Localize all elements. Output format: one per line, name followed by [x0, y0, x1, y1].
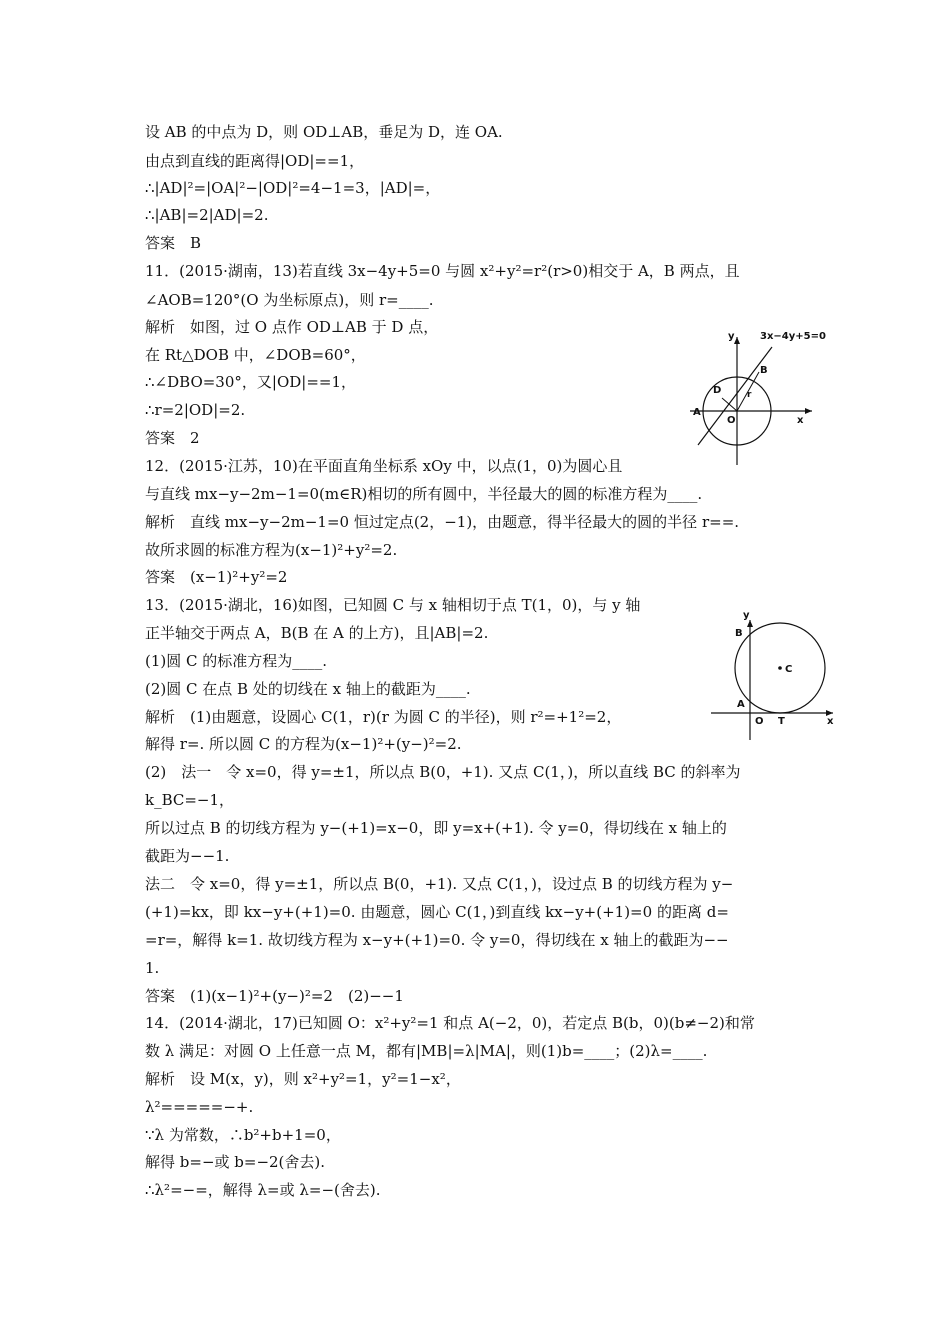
question-12: 12．(2015·江苏，10)在平面直角坐标系 xOy 中，以点(1，0)为圆心且 [145, 457, 623, 475]
text-line: 法二 令 x=0，得 y=±1，所以点 B(0，+1). 又点 C(1，)，设过点 B 的切线方程为 y− [145, 875, 734, 893]
text-line: (2)圆 C 在点 B 处的切线在 x 轴上的截距为____. [145, 680, 471, 698]
text-line: ∴λ²=−=，解得 λ=或 λ=−(舍去). [145, 1181, 381, 1199]
y-label: y [743, 610, 750, 621]
figure-circle-line-11 [680, 325, 840, 470]
question-13: 13．(2015·湖北，16)如图，已知圆 C 与 x 轴相切于点 T(1，0)，与 y 轴 [145, 596, 641, 614]
point-o-label: O [755, 716, 764, 727]
text-line: 故所求圆的标准方程为(x−1)²+y²=2. [145, 541, 398, 559]
point-a-label: A [693, 407, 701, 418]
point-b-label: B [760, 365, 768, 376]
y-label: y [728, 331, 735, 342]
text-line: 解析 如图，过 O 点作 OD⊥AB 于 D 点， [145, 318, 439, 336]
y-axis-arrow [747, 620, 753, 627]
x-label: x [827, 716, 834, 727]
text-line: 正半轴交于两点 A，B(B 在 A 的上方)，且|AB|=2. [145, 624, 489, 642]
text-line: 与直线 mx−y−2m−1=0(m∈R)相切的所有圆中，半径最大的圆的标准方程为____. [145, 485, 703, 503]
text-line: (1)圆 C 的标准方程为____. [145, 652, 328, 670]
text-line: k_BC=−1， [145, 791, 235, 809]
text-line: ∠AOB=120°(O 为坐标原点)，则 r=____. [145, 291, 434, 309]
text-line: 解得 r=. 所以圆 C 的方程为(x−1)²+(y−)²=2. [145, 735, 462, 753]
segment-od [722, 398, 737, 411]
text-line: ∴∠DBO=30°，又|OD|==1， [145, 373, 357, 391]
text-line: =r=，解得 k=1. 故切线方程为 x−y+(+1)=0. 令 y=0，得切线在 x 轴上的截距为−− [145, 931, 729, 949]
text-line: 由点到直线的距离得|OD|==1， [145, 152, 365, 170]
y-axis-arrow [734, 337, 740, 344]
text-line: 在 Rt△DOB 中，∠DOB=60°， [145, 346, 366, 364]
text-line: (+1)=kx，即 kx−y+(+1)=0. 由题意，圆心 C(1，)到直线 kx−y+(+1)=0 的距离 d= [145, 903, 729, 921]
text-line: 解析 设 M(x，y)，则 x²+y²=1，y²=1−x²， [145, 1070, 461, 1088]
question-14: 14．(2014·湖北，17)已知圆 O：x²+y²=1 和点 A(−2，0)，若定点 B(b，0)(b≠−2)和常 [145, 1014, 755, 1032]
point-b-label: B [735, 628, 743, 639]
text-line: 解析 (1)由题意，设圆心 C(1，r)(r 为圆 C 的半径)，则 r²=+1²=2， [145, 708, 622, 726]
point-o-label: O [727, 415, 736, 426]
text-line: 1. [145, 959, 160, 977]
text-line: ∴|AD|²=|OA|²−|OD|²=4−1=3，|AD|=， [145, 179, 441, 197]
question-11: 11．(2015·湖南，13)若直线 3x−4y+5=0 与圆 x²+y²=r²(r>0)相交于 A，B 两点，且 [145, 262, 740, 280]
text-line: 截距为−−1. [145, 847, 230, 865]
radius-label: r [747, 390, 752, 400]
point-t-label: T [778, 716, 785, 727]
point-c-label: C [785, 664, 793, 675]
answer-line: 答案 B [145, 234, 202, 252]
text-line: ∴|AB|=2|AD|=2. [145, 206, 269, 224]
text-line: 所以过点 B 的切线方程为 y−(+1)=x−0，即 y=x+(+1). 令 y=0，得切线在 x 轴上的 [145, 819, 727, 837]
text-line: ∴r=2|OD|=2. [145, 401, 246, 419]
x-axis-arrow [805, 408, 812, 414]
line-3x-4y+5 [698, 347, 772, 445]
center-c-dot [778, 666, 782, 670]
text-line: ∵λ 为常数，∴b²+b+1=0， [145, 1126, 341, 1144]
text-line: 解得 b=−或 b=−2(舍去). [145, 1153, 326, 1171]
text-line: 解析 直线 mx−y−2m−1=0 恒过定点(2，−1)，由题意，得半径最大的圆的半径 r==. [145, 513, 740, 531]
answer-line: 答案 (x−1)²+y²=2 [145, 568, 288, 586]
text-line: 数 λ 满足：对圆 O 上任意一点 M，都有|MB|=λ|MA|，则(1)b=____；(2)λ=____. [145, 1042, 708, 1060]
point-d-label: D [713, 385, 722, 396]
text-line: (2) 法一 令 x=0，得 y=±1，所以点 B(0，+1). 又点 C(1，)，所以直线 BC 的斜率为 [145, 763, 741, 781]
text-line: λ²=====−+. [145, 1098, 254, 1116]
answer-line: 答案 (1)(x−1)²+(y−)²=2 (2)−−1 [145, 987, 404, 1005]
point-a-label: A [737, 699, 745, 710]
figure-circle-tangent-13 [705, 608, 845, 743]
answer-line: 答案 2 [145, 429, 200, 447]
line-label: 3x−4y+5=0 [760, 331, 826, 342]
x-label: x [797, 415, 804, 426]
text-line: 设 AB 的中点为 D，则 OD⊥AB，垂足为 D，连 OA. [145, 123, 503, 141]
